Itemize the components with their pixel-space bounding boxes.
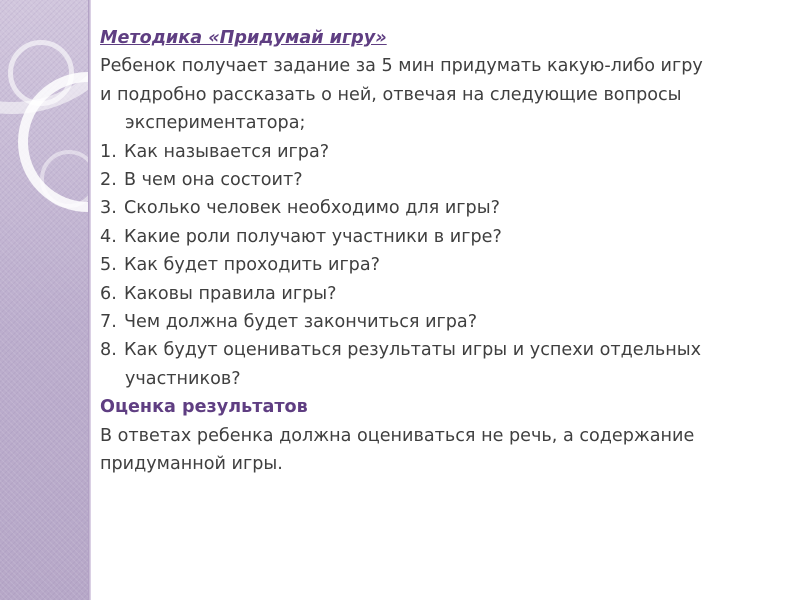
sidebar-divider xyxy=(88,0,91,600)
intro-line: экспериментатора; xyxy=(125,113,306,134)
question-item xyxy=(100,166,790,194)
question-text: Сколько человек необходимо для игры? xyxy=(124,198,500,219)
question-number: 5. xyxy=(100,255,117,276)
question-number: 8. xyxy=(100,340,117,361)
slide-content xyxy=(100,24,790,479)
question-item xyxy=(100,251,790,279)
intro-line: и подробно рассказать о ней, отвечая на следующие вопросы xyxy=(100,84,682,105)
results-heading: Оценка результатов xyxy=(100,397,308,418)
question-text: В чем она состоит? xyxy=(124,170,303,191)
question-number: 1. xyxy=(100,141,117,162)
decorative-sidebar xyxy=(0,0,88,600)
question-item xyxy=(100,336,790,364)
question-text: Чем должна будет закончиться игра? xyxy=(124,312,478,333)
question-text: Каковы правила игры? xyxy=(124,283,337,304)
results-text-line: придуманной игры. xyxy=(100,454,283,475)
question-item xyxy=(100,138,790,166)
question-item xyxy=(100,280,790,308)
intro-line: Ребенок получает задание за 5 мин придумать какую-либо игру xyxy=(100,56,703,77)
question-item xyxy=(100,308,790,336)
question-item xyxy=(100,223,790,251)
question-number: 2. xyxy=(100,170,117,191)
slide-title: Методика «Придумай игру» xyxy=(100,28,387,48)
question-text: Как будут оцениваться результаты игры и успехи отдельных xyxy=(124,340,702,361)
question-number: 4. xyxy=(100,226,117,247)
question-text: Как будет проходить игра? xyxy=(124,255,380,276)
question-item xyxy=(100,194,790,222)
results-text-line: В ответах ребенка должна оцениваться не речь, а содержание xyxy=(100,425,695,446)
question-continuation: участников? xyxy=(125,368,241,389)
question-number: 3. xyxy=(100,198,117,219)
question-number: 7. xyxy=(100,312,117,333)
question-text: Как называется игра? xyxy=(124,141,330,162)
question-text: Какие роли получают участники в игре? xyxy=(124,226,502,247)
question-number: 6. xyxy=(100,283,117,304)
